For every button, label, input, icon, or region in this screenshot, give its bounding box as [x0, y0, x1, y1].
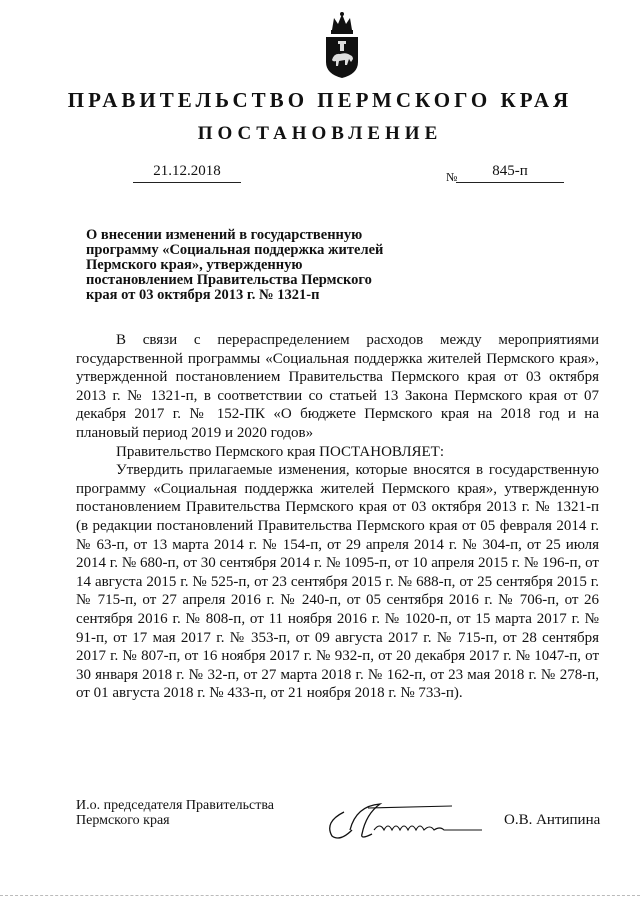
signature-icon	[322, 800, 497, 842]
document-type: ПОСТАНОВЛЕНИЕ	[197, 123, 443, 144]
preamble-paragraph: В связи с перераспределением расходов между мероприятиями государственной программы «Социальная поддержка жителей Пермского края», утвержденной постановлением Правительства Пермского края от 03 октября 2013 г. № 1321-п, в соответствии со статьей 13 Закона Пермского края от 07 декабря 2017 г. № 152-ПК «О бюджете Пермского края на 2018 год и на плановый период 2019 и 2020 годов»	[76, 332, 599, 441]
organization-title: ПРАВИТЕЛЬСТВО ПЕРМСКОГО КРАЯ	[67, 88, 573, 112]
number-sign: №	[446, 170, 458, 184]
decision-paragraph: Утвердить прилагаемые изменения, которые вносятся в государственную программу «Социальная поддержка жителей Пермского края», утвержденную постановлением Правительства Пермского края от 03 октября 2013 г. № 1321-п (в редакции постановлений Правительства Пермского края от 05 февраля 2014 г. № 63-п, от 13 марта 2014 г. № 154-п, от 29 апреля 2014 г. № 304-п, от 25 июля 2014 г. № 680-п, от 30 сентября 2014 г. № 1095-п, от 10 апреля 2015 г. № 196-п, от 14 августа 2015 г. № 525-п, от 23 сентября 2015 г. № 688-п, от 25 сентября 2015 г. № 715-п, от 27 апреля 2016 г. № 240-п, от 05 сентября 2016 г. № 706-п, от 26 сентября 2016 г. № 808-п, от 11 ноября 2016 г. № 1020-п, от 15 марта 2017 г. № 91-п, от 17 мая 2017 г. № 353-п, от 09 августа 2017 г. № 715-п, от 28 сентября 2017 г. № 807-п, от 16 ноября 2017 г. № 932-п, от 20 декабря 2017 г. № 1047-п, от 30 января 2018 г. № 32-п, от 27 марта 2018 г. № 162-п, от 23 мая 2018 г. № 278-п, от 01 августа 2018 г. № 433-п, от 21 ноября 2018 г. № 733-п).	[76, 462, 599, 702]
scan-edge-line	[0, 895, 640, 897]
signer-name: О.В. Антипина	[504, 812, 601, 828]
document-date: 21.12.2018	[133, 163, 241, 183]
coat-of-arms-icon	[322, 10, 362, 80]
signer-position: И.о. председателя Правительства Пермского края	[76, 798, 275, 828]
document-subject: О внесении изменений в государственную программу «Социальная поддержка жителей Пермского края», утвержденную постановлением Правительства Пермского края от 03 октября 2013 г. № 1321-п	[86, 227, 384, 303]
resolution-paragraph: Правительство Пермского края ПОСТАНОВЛЯЕТ:	[116, 443, 445, 460]
document-number: 845-п	[456, 163, 564, 183]
document-body	[76, 331, 599, 703]
